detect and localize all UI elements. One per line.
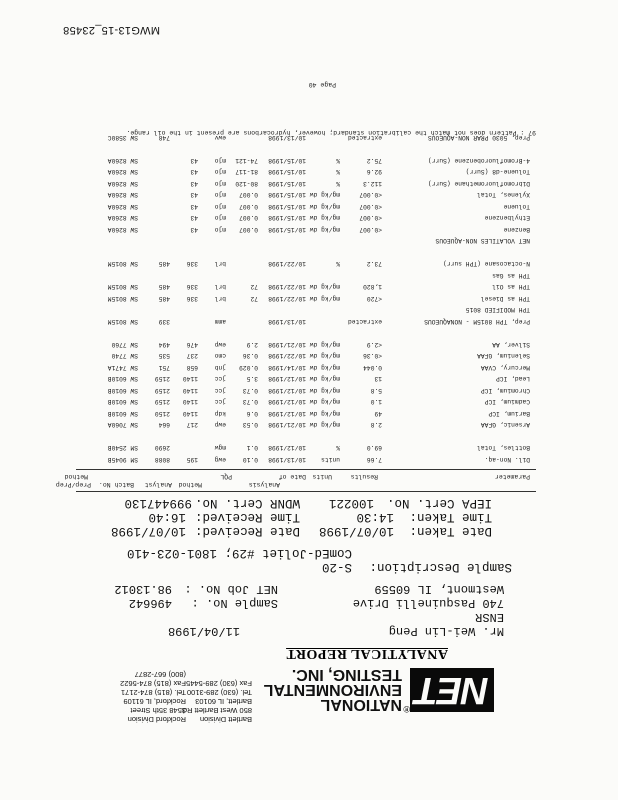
- cell-date: 10/13/1998: [268, 456, 306, 463]
- cell-batch: 8088: [154, 456, 170, 463]
- cell-parameter: Dibromofluoromethane (Surr): [427, 180, 530, 187]
- date-received-label: Date Received:: [194, 524, 300, 538]
- sample-description-value: S-20: [321, 560, 352, 574]
- col-header-analysis: Analysis: [248, 481, 280, 488]
- cell-method: kdp: [214, 410, 226, 417]
- cell-result: <0.36: [363, 352, 382, 360]
- cell-analyst: 217: [186, 421, 198, 429]
- cell-prep-method: SW 8015M: [107, 283, 138, 291]
- cell-pql: 0.36: [242, 352, 258, 360]
- cell-batch: 748: [158, 134, 170, 141]
- cell-parameter: Barium, ICP: [488, 410, 530, 417]
- cell-method: mjo: [214, 168, 226, 176]
- table-row: [0, 270, 618, 280]
- col-header-method: Method: [178, 481, 202, 488]
- cell-date: 10/14/1998: [268, 364, 306, 371]
- cell-units: %: [336, 260, 340, 268]
- table-row: [0, 374, 618, 384]
- cell-prep-method: SW 8260A: [107, 191, 138, 199]
- company-name-line-1: NATIONAL: [320, 696, 402, 713]
- table-row: [0, 282, 618, 292]
- cell-date: 10/12/1998: [268, 398, 306, 406]
- cell-parameter: TPH as Diesel: [480, 295, 530, 302]
- cell-parameter: Xylenes, Total: [477, 191, 530, 199]
- cell-date: 10/22/1998: [268, 352, 306, 360]
- table-row: [0, 259, 618, 269]
- cell-parameter: Bottles, Total: [477, 444, 530, 452]
- cell-method: jcc: [214, 398, 226, 406]
- cell-result: 75.2: [366, 157, 382, 164]
- table-row: [0, 190, 618, 200]
- date-taken-value: 10/07/1998: [318, 524, 394, 538]
- cell-analyst: 43: [190, 157, 198, 164]
- cell-analyst: 237: [186, 352, 198, 360]
- sample-no-label: Sample No. :: [191, 596, 278, 610]
- iepa-cert-value: 100221: [328, 496, 374, 510]
- cell-analyst: 43: [190, 191, 198, 199]
- cell-pql: 0.73: [242, 387, 258, 394]
- cell-prep-method: SW 6010B: [107, 410, 138, 417]
- cell-analyst: 336: [186, 283, 198, 291]
- cell-prep-method: SW 7060A: [107, 421, 138, 429]
- table-row: [0, 420, 618, 430]
- cell-units: units: [321, 456, 340, 463]
- cell-pql: 0.10: [242, 456, 258, 463]
- footnote: 97 : Pattern does not match the calibration standard; however, hydrocarbons are present in the oil range.: [126, 129, 536, 136]
- cell-pql: 0.029: [239, 364, 258, 371]
- cell-result: 13: [374, 375, 382, 383]
- division-name: Bartlett Division: [199, 715, 252, 724]
- table-row: [0, 328, 618, 338]
- division-tel: Tel. (815) 874-2171: [120, 688, 186, 697]
- cell-result: <0.007: [359, 191, 382, 199]
- cell-analyst: 1140: [182, 398, 198, 406]
- table-row: [0, 178, 618, 188]
- cell-parameter: NET VOLATILES NON-AQUEOUS: [435, 237, 530, 245]
- cell-analyst: 658: [186, 364, 198, 371]
- table-row: [0, 385, 618, 395]
- cell-analyst: 1140: [182, 375, 198, 383]
- cell-parameter: Silver, AA: [492, 341, 530, 348]
- table-row: [0, 431, 618, 441]
- cell-result: 112.3: [363, 180, 382, 187]
- cell-analyst: 336: [186, 260, 198, 268]
- cell-date: 10/15/1998: [268, 168, 306, 176]
- col-header-date: Date of: [278, 473, 306, 480]
- cell-prep-method: SM 2540B: [107, 444, 138, 452]
- cell-parameter: Chromium, ICP: [480, 387, 530, 394]
- cell-result: 0.044: [363, 364, 382, 371]
- table-section-heading: [0, 236, 618, 246]
- table-row: [0, 213, 618, 223]
- cell-analyst: 336: [186, 295, 198, 302]
- cell-method: brl: [214, 283, 226, 291]
- cell-parameter: Benzene: [503, 226, 530, 233]
- table-row: [0, 224, 618, 234]
- cell-pql: 0.007: [239, 226, 258, 233]
- cell-date: 10/15/1998: [268, 191, 306, 199]
- cell-result: 2.8: [370, 421, 382, 429]
- rockford-division-address: [120, 670, 186, 724]
- cell-date: 10/22/1998: [268, 283, 306, 291]
- cell-result: 73.2: [366, 260, 382, 268]
- cell-analyst: 476: [186, 341, 198, 348]
- cell-date: 10/15/1998: [268, 157, 306, 164]
- cell-pql: 72: [250, 283, 258, 291]
- document-id: MWG13-15_23458: [62, 24, 160, 36]
- division-tel: Tel. (630) 289-3100: [186, 688, 252, 697]
- cell-parameter: Ethylbenzene: [484, 214, 530, 222]
- company-name-line-3: TESTING, INC.: [291, 666, 402, 683]
- cell-analyst: 1140: [182, 410, 198, 417]
- recipient-org: ENSR: [475, 610, 504, 624]
- cell-parameter: Selenium, GFAA: [477, 352, 530, 360]
- cell-analyst: 43: [190, 203, 198, 210]
- cell-result: 1.0: [370, 398, 382, 406]
- cell-date: 10/13/1998: [268, 134, 306, 141]
- cell-units: mg/kg dw: [309, 398, 340, 406]
- cell-parameter: TPH as Oil: [492, 283, 530, 291]
- cell-date: 10/21/1998: [268, 341, 306, 348]
- cell-method: jcc: [214, 375, 226, 383]
- cell-prep-method: SW 6010B: [107, 387, 138, 394]
- table-row: [0, 351, 618, 361]
- cell-units: mg/kg dw: [309, 283, 340, 291]
- cell-date: 10/12/1998: [268, 375, 306, 383]
- table-row: [0, 454, 618, 464]
- division-toll-free: (800) 667-2877: [134, 670, 186, 679]
- cell-prep-method: SM 9045B: [107, 456, 138, 463]
- division-street: 3548 35th Street: [130, 706, 186, 715]
- table-row: [0, 443, 618, 453]
- cell-prep-method: SW 8260A: [107, 203, 138, 210]
- recipient-address-1: 740 Pasquinelli Drive: [352, 596, 504, 610]
- cell-units: mg/kg dw: [309, 214, 340, 222]
- cell-batch: 485: [158, 260, 170, 268]
- col-header-units: Units: [312, 473, 332, 480]
- cell-result: 7.66: [366, 456, 382, 463]
- cell-batch: 2150: [154, 410, 170, 417]
- cell-parameter: Mercury, CVAA: [480, 364, 530, 371]
- net-job-label: NET Job No. :: [184, 582, 278, 596]
- cell-method: mjo: [214, 191, 226, 199]
- cell-prep-method: SW 7760: [111, 341, 138, 348]
- table-row: [0, 339, 618, 349]
- cell-batch: 664: [158, 421, 170, 429]
- cell-pql: 81-117: [235, 168, 258, 176]
- cell-analyst: 43: [190, 214, 198, 222]
- time-received-label: Time Received:: [194, 510, 300, 524]
- division-city: Rockford, IL 61109: [123, 697, 186, 706]
- header-rule-top: [76, 491, 536, 492]
- cell-units: mg/kg dw: [309, 421, 340, 429]
- cell-parameter: TPH MODIFIED 8015: [465, 306, 530, 314]
- sample-description-line2: ComEd-Joliet #29; 1801-023-410: [126, 546, 352, 560]
- table-row: [0, 167, 618, 177]
- net-job-value: 98.13012: [114, 582, 172, 596]
- cell-parameter: Dil. Non-aq.: [484, 456, 530, 463]
- col-header-parameter: Parameter: [494, 473, 530, 480]
- cell-date: 10/15/1998: [268, 203, 306, 210]
- header-rule-bottom: [76, 469, 536, 470]
- cell-analyst: 1140: [182, 387, 198, 394]
- cell-pql: 0.53: [242, 421, 258, 429]
- cell-date: 10/22/1998: [268, 260, 306, 268]
- table-row: [0, 293, 618, 303]
- cell-pql: 0.6: [246, 410, 258, 417]
- cell-parameter: Cadmium, ICP: [484, 398, 530, 406]
- date-received-value: 10/07/1998: [110, 524, 186, 538]
- cell-parameter: TPH as Gas: [492, 272, 530, 279]
- cell-prep-method: SW 8260A: [107, 157, 138, 164]
- cell-result: <0.007: [359, 226, 382, 233]
- cell-result: 92.6: [366, 168, 382, 176]
- table-row: [0, 247, 618, 257]
- cell-batch: 485: [158, 295, 170, 302]
- cell-units: mg/kg dw: [309, 191, 340, 199]
- registered-mark: ®: [403, 704, 410, 714]
- bartlett-division-address: [181, 679, 252, 724]
- recipient-address-2: Westmont, IL 60559: [374, 582, 504, 596]
- cell-analyst: 195: [186, 456, 198, 463]
- cell-pql: 0.007: [239, 203, 258, 210]
- cell-pql: 2.9: [246, 341, 258, 348]
- col-header-results: Results: [350, 473, 378, 480]
- company-name: [264, 667, 402, 712]
- cell-pql: 0.007: [239, 214, 258, 222]
- cell-prep-method: SW 7471A: [107, 364, 138, 371]
- col-header-batch: Batch No.: [98, 481, 134, 488]
- cell-batch: 751: [158, 364, 170, 371]
- recipient-name: Mr. Wei-Lin Peng: [388, 624, 504, 638]
- cell-parameter: Toluene-d8 (Surr): [465, 168, 530, 176]
- cell-units: mg/kg dw: [309, 226, 340, 233]
- division-fax: Fax (630) 289-5445: [186, 679, 252, 688]
- cell-units: %: [336, 180, 340, 187]
- cell-pql: 80-120: [235, 180, 258, 187]
- company-name-line-2: ENVIRONMENTAL: [263, 681, 402, 698]
- cell-units: mg/kg dw: [309, 203, 340, 210]
- cell-result: 49: [374, 410, 382, 417]
- report-date: 11/04/1998: [167, 624, 240, 638]
- cell-batch: 535: [158, 352, 170, 360]
- cell-result: <0.007: [359, 214, 382, 222]
- time-taken-value: 14:30: [356, 510, 394, 524]
- cell-prep-method: SW 8015M: [107, 295, 138, 302]
- cell-prep-method: SW 8260A: [107, 214, 138, 222]
- col-header-pql: PQL: [220, 473, 232, 480]
- cell-prep-method: SW 3580C: [107, 134, 138, 141]
- cell-units: mg/kg dw: [309, 295, 340, 302]
- cell-result: extracted: [347, 134, 382, 141]
- cell-method: mjo: [214, 157, 226, 164]
- cell-prep-method: SW 8260A: [107, 226, 138, 233]
- page-number: Page 40: [308, 81, 336, 88]
- cell-batch: 2690: [154, 444, 170, 452]
- cell-parameter: Prep, 5030 PRAR NON-AQUEOUS: [427, 134, 530, 141]
- cell-method: jcc: [214, 387, 226, 394]
- cell-batch: 2159: [154, 387, 170, 394]
- cell-result: 1,820: [363, 283, 382, 291]
- cell-units: %: [336, 157, 340, 164]
- sample-description-label: Sample Description:: [369, 560, 512, 574]
- cell-date: 10/21/1998: [268, 421, 306, 429]
- cell-pql: 3.5: [246, 375, 258, 383]
- cell-method: mjo: [214, 226, 226, 233]
- cell-prep-method: SW 8260A: [107, 180, 138, 187]
- cell-result: <720: [366, 295, 382, 302]
- division-street: 850 West Bartlett Rd.: [180, 706, 252, 715]
- col-header-analyst: Analyst: [144, 481, 172, 488]
- sample-no-value: 496642: [128, 596, 172, 610]
- cell-parameter: 4-Bromofluorobenzene (Surr): [427, 157, 530, 164]
- wdnr-cert-label: WDNR Cert. No.: [194, 496, 300, 510]
- table-row: [0, 201, 618, 211]
- cell-pql: 74-121: [235, 157, 258, 164]
- cell-method: ewp: [214, 341, 226, 348]
- time-received-value: 16:40: [148, 510, 186, 524]
- cell-prep-method: SW 8015M: [107, 318, 138, 325]
- cell-method: ewv: [214, 134, 226, 141]
- cell-parameter: Lead, ICP: [495, 375, 530, 383]
- cell-method: mjo: [214, 214, 226, 222]
- cell-pql: 72: [250, 295, 258, 302]
- cell-result: 5.8: [370, 387, 382, 394]
- table-row: [0, 408, 618, 418]
- net-logo: [410, 668, 494, 712]
- cell-date: 10/22/1998: [268, 295, 306, 302]
- cell-method: amm: [214, 318, 226, 325]
- col-header-method2: Method: [64, 473, 88, 480]
- cell-method: mjo: [214, 180, 226, 187]
- col-header-prep: Prep/Prep: [55, 481, 91, 488]
- report-title: ANALYTICAL REPORT: [286, 646, 448, 661]
- cell-parameter: N-octacosane (TPH surr): [443, 260, 530, 268]
- cell-method: mgw: [214, 444, 226, 452]
- table-row: [0, 316, 618, 326]
- cell-date: 10/12/1998: [268, 387, 306, 394]
- cell-pql: 0.73: [242, 398, 258, 406]
- wdnr-cert-value: 999447130: [124, 496, 192, 510]
- cell-date: 10/15/1998: [268, 226, 306, 233]
- cell-prep-method: SW 6010B: [107, 398, 138, 406]
- cell-units: mg/kg dw: [309, 387, 340, 394]
- cell-batch: 494: [158, 341, 170, 348]
- cell-date: 10/13/1998: [268, 318, 306, 325]
- table-row: [0, 397, 618, 407]
- cell-parameter: Toluene: [503, 203, 530, 210]
- cell-method: mjo: [214, 203, 226, 210]
- cell-pql: 0.007: [239, 191, 258, 199]
- cell-analyst: 43: [190, 180, 198, 187]
- cell-date: 10/12/1998: [268, 444, 306, 452]
- table-row: [0, 144, 618, 154]
- cell-method: jnb: [214, 364, 226, 371]
- logo-text: NET: [415, 669, 489, 712]
- cell-result: <2.9: [366, 341, 382, 348]
- cell-prep-method: SW 6010B: [107, 375, 138, 383]
- cell-date: 10/15/1998: [268, 214, 306, 222]
- division-name: Rockford Division: [127, 715, 186, 724]
- table-row: [0, 155, 618, 165]
- cell-method: ewg: [214, 456, 226, 463]
- cell-prep-method: SW 8260A: [107, 168, 138, 176]
- date-taken-label: Date Taken:: [409, 524, 492, 538]
- cell-parameter: Prep, TPH 8015M - NONAQUEOUS: [424, 318, 530, 325]
- cell-units: mg/kg dw: [309, 352, 340, 360]
- division-fax: Fax (815) 874-5622: [120, 679, 186, 688]
- cell-analyst: 43: [190, 168, 198, 176]
- division-city: Bartlett, IL 60103: [195, 697, 252, 706]
- cell-result: <0.007: [359, 203, 382, 210]
- cell-result: 69.0: [366, 444, 382, 452]
- cell-prep-method: SW 7740: [111, 352, 138, 360]
- cell-units: %: [336, 168, 340, 176]
- cell-analyst: 43: [190, 226, 198, 233]
- cell-method: ewp: [214, 421, 226, 429]
- cell-units: mg/kg dw: [309, 341, 340, 348]
- cell-method: brl: [214, 260, 226, 268]
- cell-units: %: [336, 444, 340, 452]
- cell-units: mg/kg dw: [309, 375, 340, 383]
- cell-method: brl: [214, 295, 226, 302]
- cell-batch: 2159: [154, 375, 170, 383]
- cell-batch: 485: [158, 283, 170, 291]
- cell-result: extracted: [347, 318, 382, 325]
- table-section-heading: [0, 305, 618, 315]
- cell-pql: 0.1: [246, 444, 258, 452]
- cell-batch: 339: [158, 318, 170, 325]
- table-row: [0, 362, 618, 372]
- cell-parameter: Arsenic, GFAA: [480, 421, 530, 429]
- cell-prep-method: SW 8015M: [107, 260, 138, 268]
- cell-method: cmo: [214, 352, 226, 360]
- cell-units: mg/kg dw: [309, 364, 340, 371]
- cell-units: mg/kg dw: [309, 410, 340, 417]
- time-taken-label: Time Taken:: [409, 510, 492, 524]
- iepa-cert-label: IEPA Cert. No.: [386, 496, 492, 510]
- cell-date: 10/15/1998: [268, 180, 306, 187]
- cell-batch: 2159: [154, 398, 170, 406]
- cell-date: 10/12/1998: [268, 410, 306, 417]
